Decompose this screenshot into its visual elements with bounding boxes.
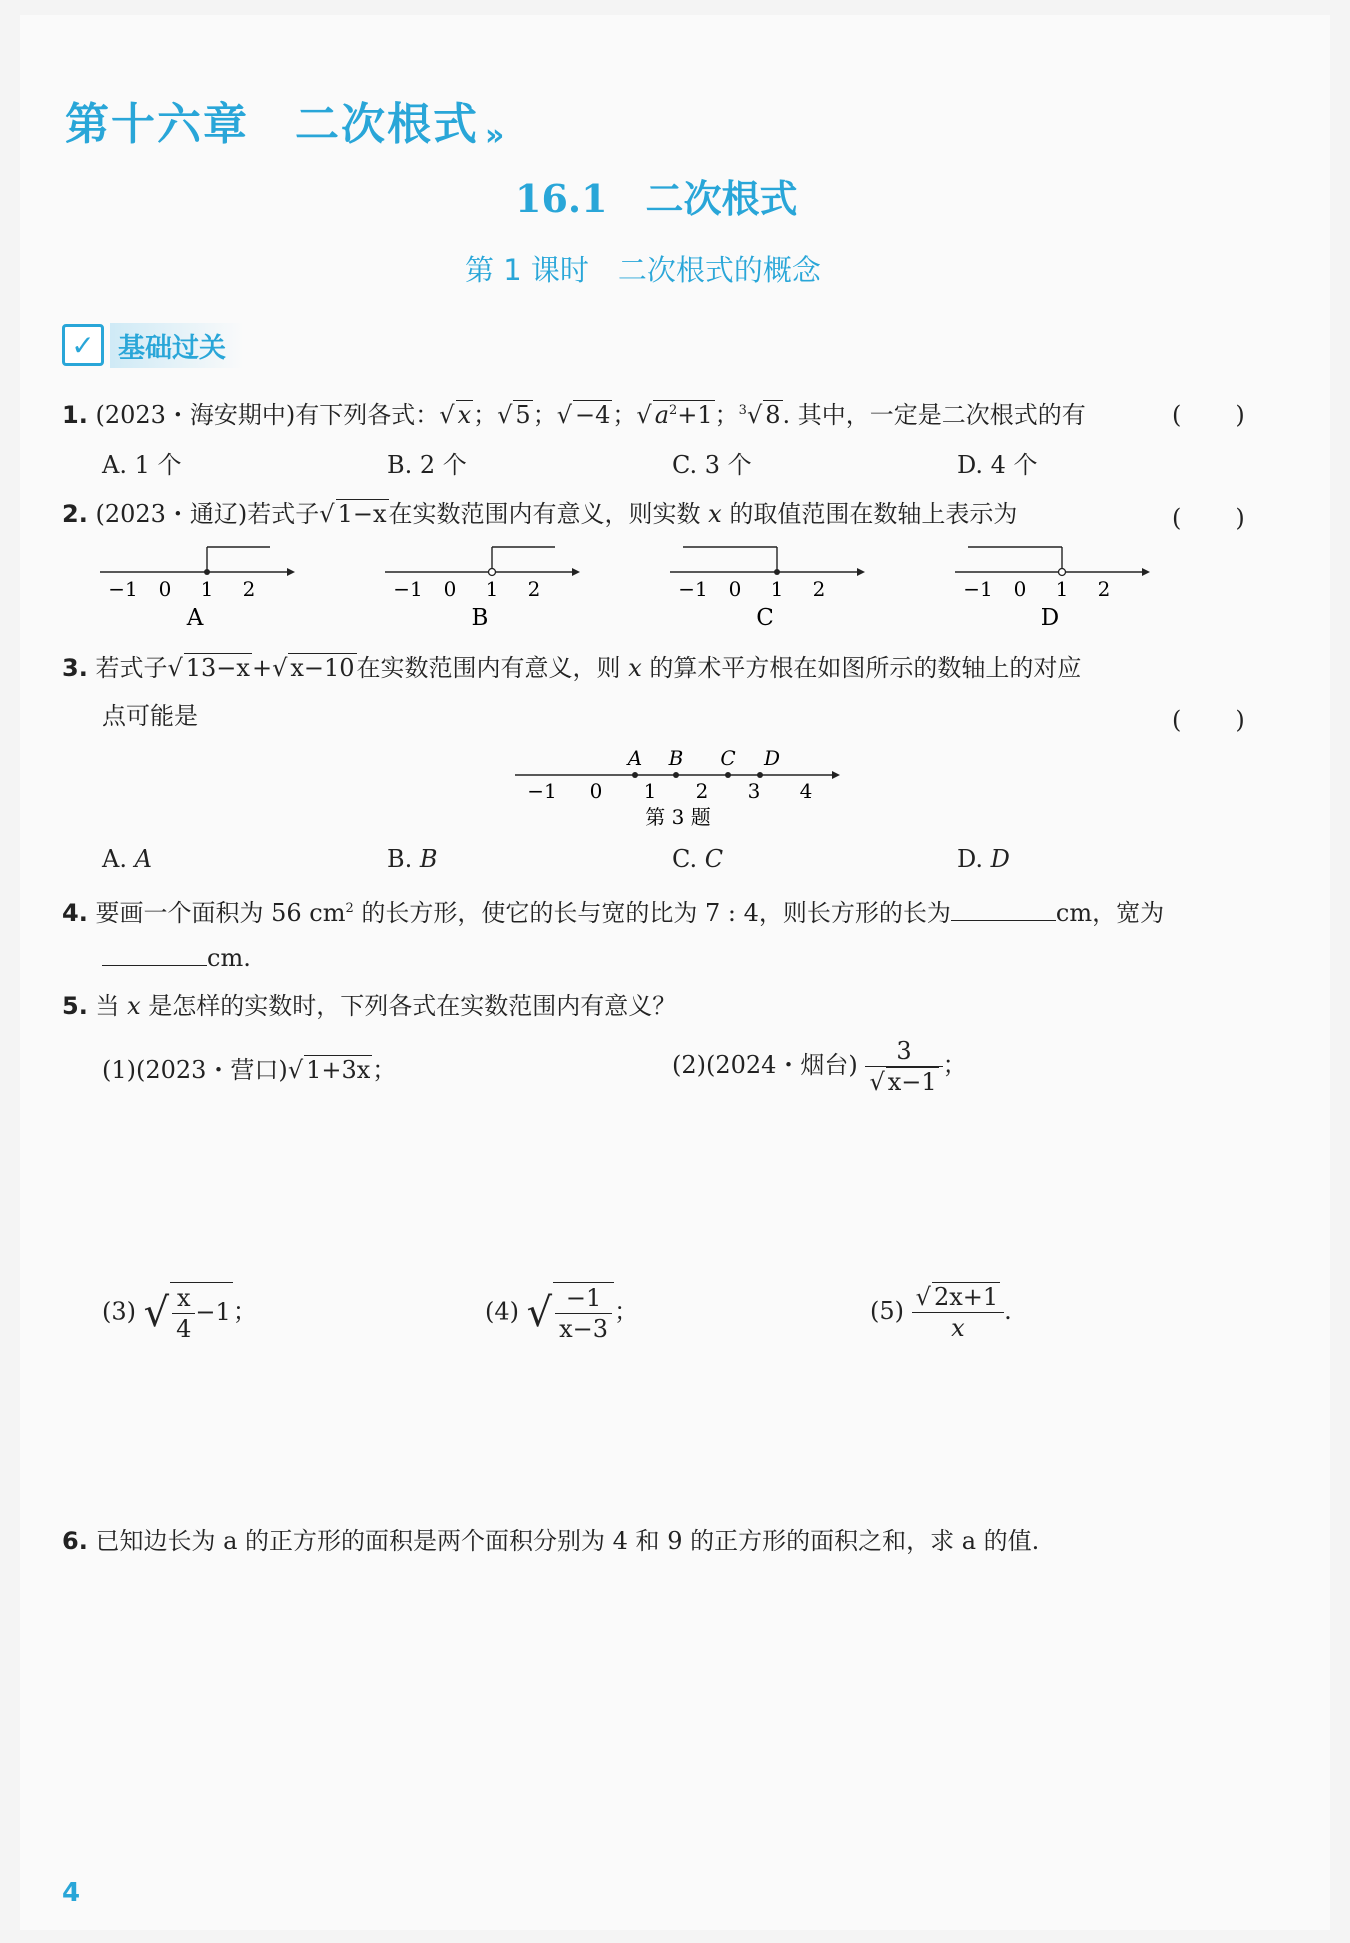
arrow-head (832, 771, 840, 779)
question-2: 2. (2023・通辽)若式子√ 1−x在实数范围内有意义，则实数 x 的取值范围在数轴上表示为 (62, 500, 1018, 528)
tick-label: −1 (527, 779, 557, 803)
numerator: √ 2x+1 (912, 1282, 1004, 1313)
question-5-part-3: (3) √ $\frac{x}{4}$ −1； (102, 1284, 257, 1343)
answer-blank-length[interactable] (951, 900, 1056, 921)
punctuation: ； (942, 1051, 967, 1079)
arrow-head (1142, 568, 1150, 576)
tick-label: 2 (695, 779, 709, 803)
option-a: A. 1 个 (102, 451, 182, 479)
part-label: (3) (102, 1297, 136, 1326)
question-text: 当 (95, 992, 120, 1020)
question-6 (62, 1525, 1039, 1557)
question-number: 4. (62, 899, 88, 927)
part-label: (2)(2024・烟台) (672, 1051, 858, 1079)
radicand: 13−x (185, 654, 250, 682)
radicand: +1 (677, 401, 713, 429)
option-d (957, 845, 1010, 873)
question-text: cm. (207, 944, 251, 972)
numerator: 3 (865, 1036, 942, 1067)
question-text: 在实数范围内有意义，则实数 (388, 500, 701, 528)
variable: x (708, 500, 722, 528)
tick-label: 2 (812, 577, 826, 601)
solid-point (774, 569, 780, 575)
option-a (102, 845, 152, 873)
option-value: B (419, 845, 438, 873)
option-value: C (704, 845, 724, 873)
option-label: C (756, 605, 774, 631)
tick-label: 1 (643, 779, 657, 803)
radicand: 5 (515, 401, 531, 429)
question-number: 2. (62, 500, 88, 528)
option-d: D. 4 个 (957, 451, 1038, 479)
question-text: (2023・通辽)若式子 (95, 500, 320, 528)
arrow-head (287, 568, 295, 576)
option-c (672, 845, 723, 873)
point-c (725, 772, 731, 778)
hollow-point (489, 569, 496, 576)
question-3-line-2: 点可能是 (102, 702, 198, 730)
tick-label: 1 (770, 577, 784, 601)
question-5-part-2 (672, 1036, 967, 1097)
denominator: x (951, 1314, 965, 1342)
radicand: x−10 (290, 654, 355, 682)
question-5-part-1: (1)(2023・营口)√ 1+3x； (102, 1056, 397, 1084)
point-d (757, 772, 763, 778)
question-5-part-5 (870, 1282, 1012, 1343)
q2-number-lines (95, 535, 1155, 635)
option-label: A (186, 605, 204, 631)
question-number: 3. (62, 654, 88, 682)
operator: + (251, 654, 273, 682)
option-b (387, 845, 438, 873)
part-label: (1)(2023・营口) (102, 1056, 288, 1084)
radicand: x (457, 401, 472, 429)
option-value: D (990, 845, 1010, 873)
question-number: 1. (62, 401, 88, 429)
part-label: (4) (485, 1297, 519, 1326)
part-label: (5) (870, 1297, 904, 1325)
radicand: 2x+1 (933, 1283, 999, 1311)
number-line-c (670, 547, 865, 631)
q3-number-line (510, 740, 850, 832)
tick-label: 0 (589, 779, 603, 803)
answer-parentheses: ( ) (1172, 504, 1247, 532)
number-line-d (955, 547, 1150, 631)
denominator: √ x−1 (869, 1068, 937, 1096)
answer-parentheses: ( ) (1172, 401, 1247, 429)
question-text: 若式子 (95, 654, 168, 682)
question-text: 的取值范围在数轴上表示为 (729, 500, 1018, 528)
tick-label: 1 (485, 577, 499, 601)
option-letter: A. (102, 845, 127, 873)
expression-tail: −1 (195, 1298, 231, 1326)
arrow-head (857, 568, 865, 576)
tick-label: −1 (108, 577, 138, 601)
point-label: C (720, 746, 736, 770)
answer-parentheses: ( ) (1172, 706, 1247, 734)
question-text: 是怎样的实数时，下列各式在实数范围内有意义？ (148, 992, 677, 1020)
section-title: 16.1 二次根式 (515, 176, 798, 221)
question-text: 要画一个面积为 56 cm (95, 899, 346, 927)
radicand: 1−x (337, 500, 387, 528)
root-index: 3 (738, 403, 747, 418)
option-letter: B. (387, 845, 413, 873)
lesson-title: 第 1 课时 二次根式的概念 (465, 253, 821, 287)
solid-point (204, 569, 210, 575)
question-3: 3. 若式子√ 13−x+√ x−10在实数范围内有意义，则 x 的算术平方根在如图所示的数轴上的对应 (62, 654, 1082, 682)
tick-label: −1 (963, 577, 993, 601)
punctuation: . (1004, 1297, 1012, 1325)
variable: x (127, 992, 141, 1020)
option-value: A (134, 845, 152, 873)
number-line-a (100, 547, 295, 631)
tick-label: 1 (1055, 577, 1069, 601)
chapter-title-text: 第十六章 二次根式 (65, 99, 479, 150)
point-a (632, 772, 638, 778)
exponent: 2 (345, 901, 354, 916)
fraction (912, 1282, 1004, 1343)
chapter-title (65, 88, 506, 152)
tick-label: 2 (527, 577, 541, 601)
question-4 (62, 893, 1164, 929)
fraction (555, 1283, 612, 1344)
double-chevron-icon: » (485, 118, 507, 153)
tick-label: 0 (728, 577, 742, 601)
tick-label: 0 (158, 577, 172, 601)
question-5-part-4: (4) √ $\frac{-1}{x-3}$ ； (485, 1284, 639, 1343)
question-text: (2023・海安期中)有下列各式： (95, 401, 440, 429)
radicand: 1+3x (306, 1056, 371, 1084)
checkbox-icon: ✓ (62, 324, 104, 366)
number-line-b (385, 547, 580, 631)
punctuation: ； (614, 1297, 639, 1326)
basics-banner (62, 324, 244, 366)
question-text: cm，宽为 (1055, 899, 1165, 927)
question-text: 的算术平方根在如图所示的数轴上的对应 (649, 654, 1082, 682)
tick-label: −1 (678, 577, 708, 601)
option-label: B (471, 605, 489, 631)
fraction (172, 1283, 195, 1344)
tick-label: 0 (1013, 577, 1027, 601)
point-label: A (627, 746, 643, 770)
question-number: 6. (62, 1527, 88, 1555)
question-text: . 其中，一定是二次根式的有 (782, 401, 1086, 429)
tick-label: 3 (747, 779, 761, 803)
exponent: 2 (669, 403, 678, 418)
radicand: x−1 (887, 1068, 937, 1096)
radicand: −4 (575, 401, 611, 429)
tick-label: 2 (242, 577, 256, 601)
numerator: x (172, 1283, 195, 1314)
numerator: −1 (555, 1283, 612, 1314)
denominator: 4 (176, 1315, 192, 1343)
tick-label: 4 (799, 779, 813, 803)
option-letter: C. (672, 845, 698, 873)
banner-label: 基础过关 (110, 323, 244, 368)
question-text: 已知边长为 a 的正方形的面积是两个面积分别为 4 和 9 的正方形的面积之和，求 a 的值. (95, 1527, 1040, 1555)
point-label: D (763, 746, 781, 770)
question-text: 在实数范围内有意义，则 (356, 654, 621, 682)
figure-caption: 第 3 题 (645, 805, 711, 829)
arrow-head (572, 568, 580, 576)
punctuation: ； (232, 1297, 257, 1326)
option-c: C. 3 个 (672, 451, 752, 479)
radicand: 8 (765, 401, 781, 429)
question-4-line-2 (102, 942, 251, 974)
radicand: a (654, 401, 669, 429)
page-number: 4 (62, 1878, 81, 1908)
question-5 (62, 990, 676, 1022)
tick-label: 0 (443, 577, 457, 601)
question-number: 5. (62, 992, 88, 1020)
tick-label: 2 (1097, 577, 1111, 601)
point-label: B (668, 746, 684, 770)
hollow-point (1059, 569, 1066, 576)
tick-label: 1 (200, 577, 214, 601)
point-b (673, 772, 679, 778)
answer-blank-width[interactable] (102, 945, 207, 966)
punctuation: ； (372, 1056, 397, 1084)
tick-label: −1 (393, 577, 423, 601)
option-letter: D. (957, 845, 984, 873)
question-text: 的长方形，使它的长与宽的比为 7 : 4，则长方形的长为 (353, 899, 951, 927)
option-b: B. 2 个 (387, 451, 467, 479)
option-label: D (1040, 605, 1060, 631)
fraction (865, 1036, 942, 1097)
question-1: 1. (2023・海安期中)有下列各式：√ x；√ 5；√ −4；√ $a^2+1$；$^3$√ 8. 其中，一定是二次根式的有 (62, 401, 1086, 429)
denominator: x−3 (559, 1315, 609, 1343)
variable: x (628, 654, 642, 682)
